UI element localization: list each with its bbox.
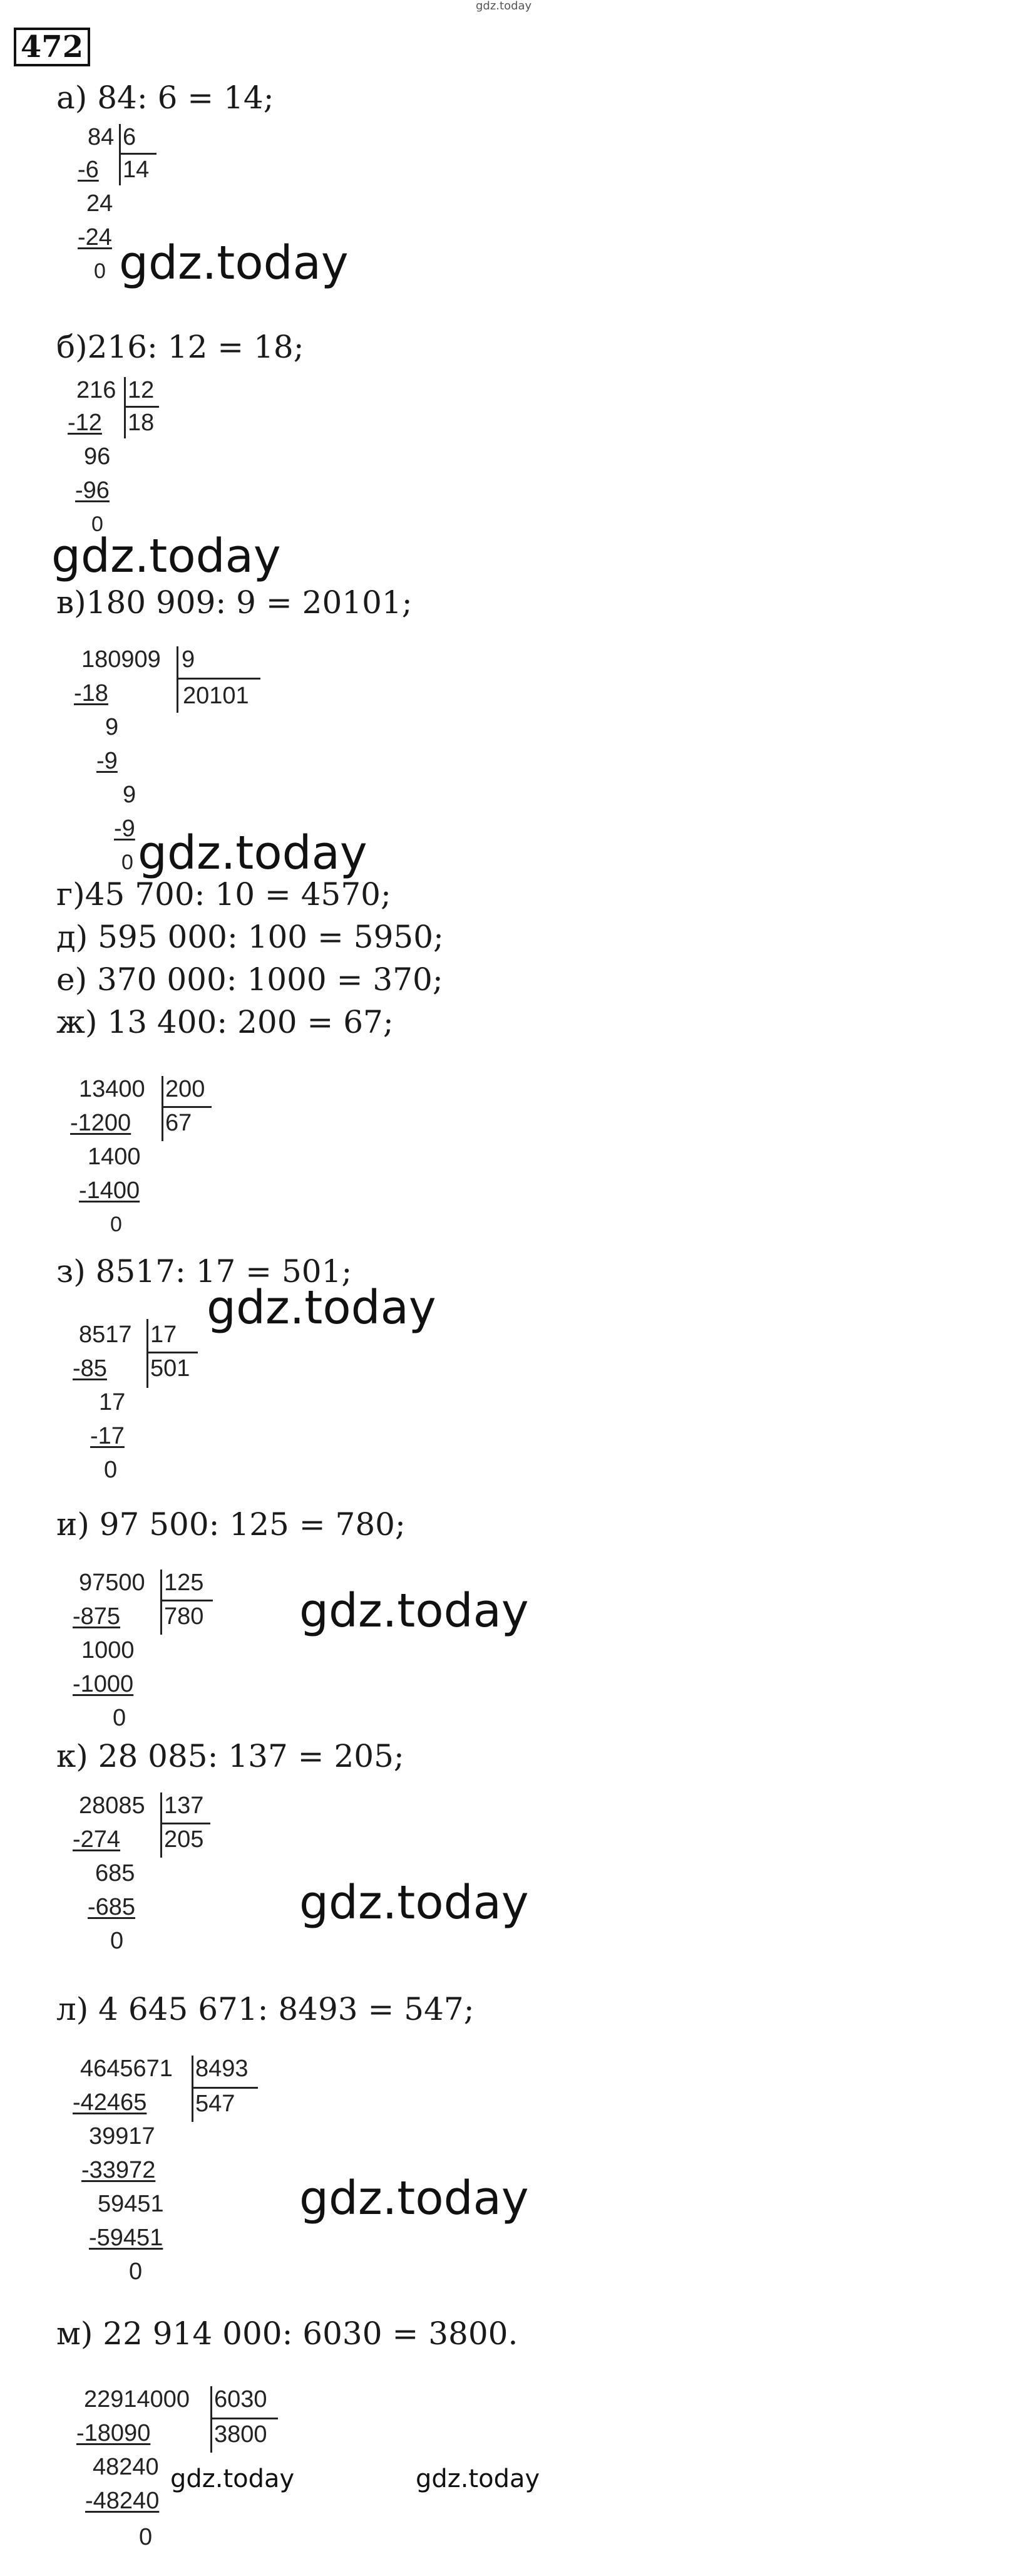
part-a-step-2: 24	[86, 190, 113, 217]
part-v-step-3: -9	[96, 748, 118, 774]
part-i-quotient-line	[160, 1600, 213, 1601]
part-zh-dividend: 13400	[79, 1076, 145, 1102]
part-d-equation: д) 595 000: 100 = 5950;	[56, 919, 444, 955]
part-l-equation: л) 4 645 671: 8493 = 547;	[56, 1991, 475, 2027]
part-b-step-1: -12	[68, 410, 102, 436]
part-z-step-4: 0	[104, 1457, 118, 1483]
part-l-step-2: 39917	[89, 2123, 155, 2149]
part-z-step-1: -85	[73, 1355, 107, 1382]
watermark-k: gdz.today	[299, 1876, 529, 1930]
part-a-step-1: -6	[78, 157, 99, 183]
part-k-step-2: 685	[95, 1860, 135, 1886]
part-z-quotient: 501	[150, 1355, 190, 1382]
part-i-division-bar	[160, 1570, 162, 1635]
part-b-step-2: 96	[84, 443, 111, 470]
part-m-quotient: 3800	[214, 2421, 267, 2448]
part-i-quotient: 780	[164, 1603, 204, 1630]
part-e-equation: е) 370 000: 1000 = 370;	[56, 961, 443, 998]
part-a-divisor: 6	[123, 124, 136, 150]
part-m-step-3: -48240	[85, 2488, 160, 2514]
part-m-step-4: 0	[139, 2524, 153, 2550]
part-k-quotient: 205	[164, 1826, 204, 1853]
part-l-step-1: -42465	[73, 2089, 147, 2116]
part-zh-quotient: 67	[165, 1110, 192, 1136]
part-v-step-2: 9	[105, 714, 119, 740]
part-zh-equation: ж) 13 400: 200 = 67;	[56, 1004, 394, 1040]
part-l-quotient-line	[192, 2087, 258, 2089]
part-a-dividend: 84	[88, 124, 115, 150]
part-m-divisor: 6030	[214, 2386, 267, 2413]
part-v-quotient: 20101	[183, 683, 249, 709]
part-l-step-3: -33972	[81, 2157, 156, 2183]
watermark-l: gdz.today	[299, 2171, 529, 2225]
part-zh-step-3: -1400	[79, 1177, 140, 1204]
part-i-step-4: 0	[113, 1705, 126, 1731]
part-zh-step-1: -1200	[70, 1110, 131, 1136]
part-a-quotient-line	[119, 153, 157, 155]
part-k-dividend: 28085	[79, 1792, 145, 1819]
part-z-step-2: 17	[99, 1389, 126, 1415]
part-zh-divisor: 200	[165, 1076, 205, 1102]
part-b-divisor: 12	[128, 377, 155, 403]
watermark-z: gdz.today	[207, 1281, 436, 1335]
problem-number: 472	[14, 28, 90, 66]
part-b-division-bar	[124, 377, 126, 438]
part-i-step-3: -1000	[73, 1671, 134, 1697]
part-m-division-bar	[210, 2386, 212, 2453]
part-m-equation: м) 22 914 000: 6030 = 3800.	[56, 2315, 518, 2352]
part-v-step-4: 9	[123, 782, 136, 808]
part-i-equation: и) 97 500: 125 = 780;	[56, 1506, 406, 1543]
part-zh-step-4: 0	[110, 1213, 122, 1236]
part-z-quotient-line	[146, 1352, 198, 1353]
part-b-dividend: 216	[76, 377, 116, 403]
part-k-equation: к) 28 085: 137 = 205;	[56, 1738, 404, 1774]
part-a-division-bar	[119, 124, 121, 185]
part-i-divisor: 125	[164, 1570, 204, 1596]
watermark-b: gdz.today	[51, 529, 281, 583]
part-v-divisor: 9	[182, 646, 195, 673]
part-b-equation: б)216: 12 = 18;	[56, 329, 304, 365]
watermark-m-left: gdz.today	[170, 2465, 295, 2493]
part-b-step-3: -96	[75, 477, 110, 504]
watermark-a: gdz.today	[119, 236, 349, 290]
part-k-quotient-line	[160, 1823, 210, 1824]
part-zh-division-bar	[162, 1076, 163, 1141]
part-l-dividend: 4645671	[80, 2056, 173, 2082]
part-a-quotient: 14	[123, 157, 150, 183]
part-zh-quotient-line	[162, 1106, 212, 1108]
part-z-equation: з) 8517: 17 = 501;	[56, 1253, 352, 1290]
part-l-division-bar	[192, 2056, 193, 2122]
part-z-division-bar	[146, 1319, 148, 1388]
part-v-division-bar	[177, 646, 178, 713]
part-g-equation: г)45 700: 10 = 4570;	[56, 876, 391, 913]
watermark-top: gdz.today	[476, 0, 532, 13]
part-l-step-4: 59451	[98, 2191, 164, 2217]
part-l-divisor: 8493	[195, 2056, 249, 2082]
part-k-divisor: 137	[164, 1792, 204, 1819]
watermark-i: gdz.today	[299, 1584, 529, 1638]
part-i-dividend: 97500	[79, 1570, 145, 1596]
part-i-step-2: 1000	[81, 1637, 135, 1663]
part-v-quotient-line	[177, 678, 260, 680]
watermark-m-right: gdz.today	[416, 2465, 540, 2493]
part-b-step-4: 0	[91, 512, 103, 536]
part-l-step-5: -59451	[89, 2225, 163, 2251]
part-m-step-1: -18090	[76, 2420, 151, 2446]
part-v-step-5: -9	[114, 815, 135, 842]
part-b-quotient-line	[124, 406, 159, 408]
part-k-division-bar	[160, 1792, 162, 1858]
part-k-step-4: 0	[110, 1928, 124, 1954]
part-v-step-1: -18	[74, 680, 108, 706]
part-a-equation: а) 84: 6 = 14;	[56, 80, 274, 116]
part-i-step-1: -875	[73, 1603, 121, 1630]
part-a-step-4: 0	[94, 259, 106, 283]
part-z-divisor: 17	[150, 1322, 177, 1348]
part-z-dividend: 8517	[79, 1322, 132, 1348]
part-k-step-3: -685	[88, 1894, 136, 1920]
part-l-quotient: 547	[195, 2091, 235, 2117]
watermark-v: gdz.today	[138, 826, 367, 880]
part-v-step-6: 0	[121, 851, 133, 874]
part-m-quotient-line	[210, 2418, 278, 2419]
part-v-dividend: 180909	[81, 646, 161, 673]
part-b-quotient: 18	[128, 410, 155, 436]
part-z-step-3: -17	[90, 1423, 125, 1449]
part-k-step-1: -274	[73, 1826, 121, 1853]
part-v-equation: в)180 909: 9 = 20101;	[56, 584, 413, 621]
part-a-step-3: -24	[78, 224, 112, 251]
part-l-step-6: 0	[129, 2258, 143, 2285]
part-m-dividend: 22914000	[84, 2386, 190, 2413]
part-m-step-2: 48240	[93, 2454, 159, 2480]
part-zh-step-2: 1400	[88, 1144, 141, 1170]
